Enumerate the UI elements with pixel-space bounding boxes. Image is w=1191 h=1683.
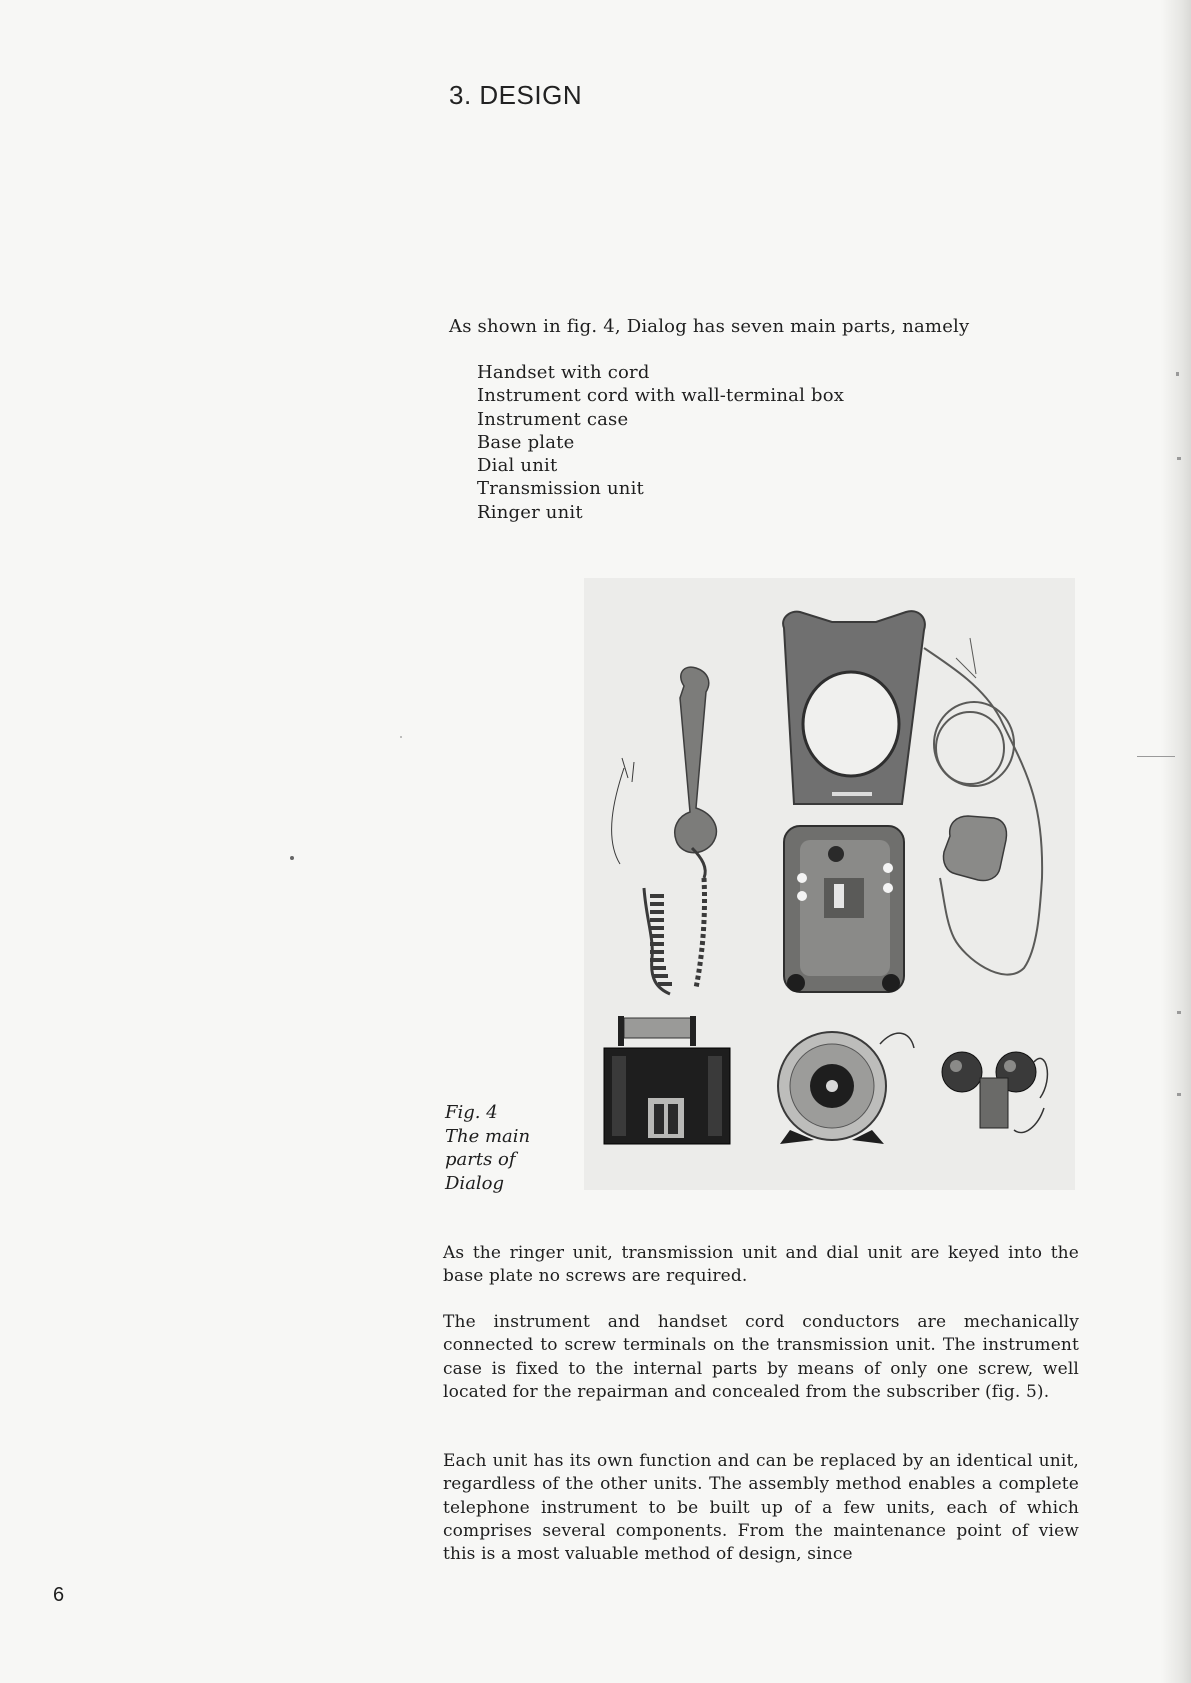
list-item: Ringer unit: [477, 501, 583, 523]
caption-line: The main: [445, 1125, 531, 1147]
body-paragraph: Each unit has its own function and can be replaced by an identical unit, regardless of the other units. The assembly method enables a complete telephone instrument to be built up of a few units, each of which comprises several components. From the maintenance point of view this is a most valuable method of design, since: [443, 1451, 1079, 1565]
list-item: Instrument case: [477, 408, 629, 430]
figure-caption: [445, 1101, 530, 1195]
list-item: Dial unit: [477, 455, 558, 477]
section-heading: 3. DESIGN: [449, 80, 583, 110]
edge-mark: [1177, 457, 1181, 460]
list-item: Handset with cord: [477, 362, 650, 383]
dial-unit: [778, 1032, 914, 1144]
caption-line: Fig. 4: [445, 1102, 498, 1123]
parts-list: [477, 361, 844, 524]
base-plate: [784, 826, 904, 992]
instrument-case: [783, 611, 925, 804]
body-paragraph: As the ringer unit, transmission unit and dial unit are keyed into the base plate no screws are required.: [443, 1243, 1079, 1287]
body-paragraph: The instrument and handset cord conductors are mechanically connected to screw terminals on the transmission unit. The instrument case is fixed to the internal parts by means of only one screw, well located for the repairman and concealed from the subscriber (fig. 5).: [443, 1312, 1079, 1402]
list-item: Transmission unit: [477, 478, 644, 500]
ringer-unit: [942, 1052, 1047, 1133]
edge-mark: [1177, 1093, 1181, 1096]
instrument-cord: [924, 638, 1042, 975]
edge-mark: [1176, 372, 1179, 376]
page-edge-shadow: [1161, 0, 1191, 1683]
transmission-unit: [604, 1016, 730, 1144]
caption-line: parts of: [445, 1149, 516, 1170]
wall-terminal-box: [944, 816, 1007, 881]
list-item: Base plate: [477, 431, 575, 453]
dust-speck: [400, 736, 402, 738]
handset: [675, 667, 717, 853]
dust-speck: [290, 856, 294, 860]
edge-mark: [1137, 756, 1175, 757]
edge-mark: [1177, 1011, 1181, 1014]
intro-text: As shown in fig. 4, Dialog has seven main parts, namely: [449, 316, 970, 337]
list-item: Instrument cord with wall-terminal box: [477, 385, 845, 407]
page-number: 6: [53, 1584, 65, 1606]
telephone-parts-photo: [584, 578, 1075, 1190]
caption-line: Dialog: [445, 1172, 505, 1194]
figure-photo: [584, 578, 1075, 1190]
